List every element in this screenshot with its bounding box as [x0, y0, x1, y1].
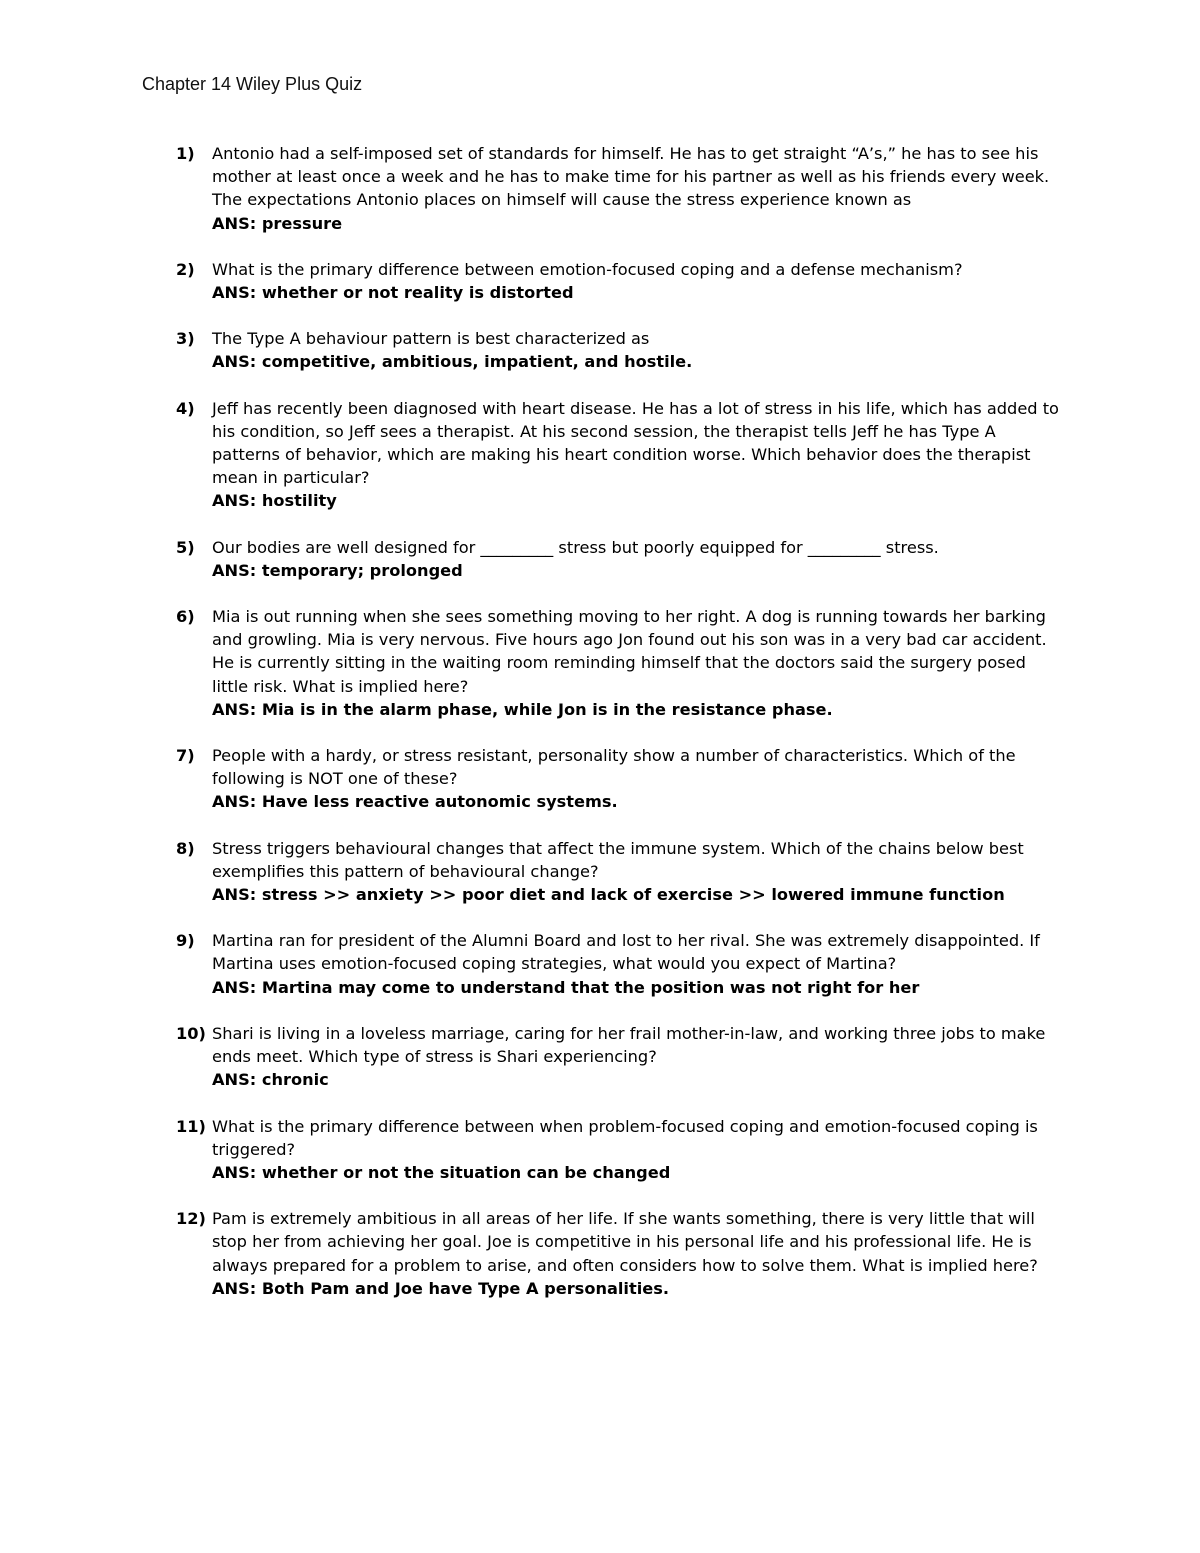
- question-number: 10): [176, 1023, 206, 1043]
- question-list: [176, 142, 1066, 1323]
- question-text: Martina ran for president of the Alumni Board and lost to her rival. She was extremely disappointed. If Martina uses emotion-focused coping strategies, what would you expect of Martina?: [212, 931, 1040, 974]
- question-text: Jeff has recently been diagnosed with heart disease. He has a lot of stress in his life, which has added to his condition, so Jeff sees a therapist. At his second session, the therapist tells Jeff he has Type A patterns of behavior, which are making his heart condition worse. Which behavior does the therapist mean in particular?: [212, 398, 1059, 488]
- question-text: What is the primary difference between emotion-focused coping and a defense mechanism?: [212, 259, 963, 279]
- question-item-2: [176, 258, 1066, 304]
- question-text: Mia is out running when she sees something moving to her right. A dog is running towards her barking and growling. Mia is very nervous. Five hours ago Jon found out his son was in a very bad car accident. He is currently sitting in the waiting room reminding himself that the doctors said the surgery posed little risk. What is implied here?: [212, 607, 1047, 696]
- question-number: 6): [176, 607, 195, 627]
- question-text: Our bodies are well designed for _________ stress but poorly equipped for _________ stress.: [212, 537, 939, 557]
- answer-text: ANS: chronic: [212, 1070, 329, 1090]
- question-item-12: [176, 1207, 1066, 1300]
- question-item-5: [176, 536, 1066, 582]
- question-text: Shari is living in a loveless marriage, caring for her frail mother-in-law, and working three jobs to make ends meet. Which type of stress is Shari experiencing?: [212, 1023, 1046, 1067]
- answer-text: ANS: Have less reactive autonomic systems.: [212, 792, 618, 812]
- question-text: Stress triggers behavioural changes that affect the immune system. Which of the chains below best exemplifies this pattern of behavioural change?: [212, 838, 1024, 881]
- page-title: Chapter 14 Wiley Plus Quiz: [142, 74, 363, 94]
- question-item-6: [176, 605, 1066, 721]
- question-item-10: [176, 1022, 1066, 1092]
- question-item-8: [176, 837, 1066, 907]
- answer-text: ANS: hostility: [212, 491, 337, 511]
- question-item-7: [176, 744, 1066, 814]
- question-number: 11): [176, 1116, 206, 1136]
- question-item-9: [176, 929, 1066, 999]
- question-number: 12): [176, 1209, 206, 1229]
- answer-text: ANS: pressure: [212, 213, 343, 233]
- question-text: What is the primary difference between when problem-focused coping and emotion-focused coping is triggered?: [212, 1116, 1038, 1159]
- answer-text: ANS: competitive, ambitious, impatient, and hostile.: [212, 352, 693, 372]
- question-item-4: [176, 397, 1066, 513]
- question-number: 5): [176, 537, 195, 557]
- answer-text: ANS: temporary; prolonged: [212, 560, 463, 580]
- question-item-3: [176, 327, 1066, 373]
- question-number: 2): [176, 259, 195, 279]
- question-text: Antonio had a self-imposed set of standards for himself. He has to get straight “A’s,” he has to see his mother at least once a week and he has to make time for his partner as well as his friends every week. The expectations Antonio places on himself will cause the stress experience known as: [212, 144, 1050, 210]
- question-text: The Type A behaviour pattern is best characterized as: [212, 329, 650, 349]
- question-text: People with a hardy, or stress resistant, personality show a number of characteristics. Which of the following is NOT one of these?: [212, 746, 1016, 789]
- question-item-1: [176, 142, 1066, 235]
- answer-text: ANS: Both Pam and Joe have Type A personalities.: [212, 1278, 670, 1298]
- answer-text: ANS: Martina may come to understand that the position was not right for her: [212, 977, 920, 997]
- answer-text: ANS: whether or not the situation can be changed: [212, 1162, 671, 1182]
- question-number: 7): [176, 746, 195, 766]
- question-number: 9): [176, 931, 195, 951]
- question-item-11: [176, 1115, 1066, 1185]
- question-text: Pam is extremely ambitious in all areas of her life. If she wants something, there is very little that will stop her from achieving her goal. Joe is competitive in his personal life and his professional life. He is always prepared for a problem to arise, and often considers how to solve them. What is implied here?: [212, 1209, 1038, 1275]
- question-number: 3): [176, 329, 195, 349]
- question-number: 4): [176, 398, 195, 418]
- answer-text: ANS: Mia is in the alarm phase, while Jon is in the resistance phase.: [212, 699, 833, 719]
- answer-text: ANS: whether or not reality is distorted: [212, 283, 574, 303]
- question-number: 1): [176, 144, 195, 163]
- question-number: 8): [176, 838, 195, 858]
- answer-text: ANS: stress >> anxiety >> poor diet and lack of exercise >> lowered immune function: [212, 885, 1005, 905]
